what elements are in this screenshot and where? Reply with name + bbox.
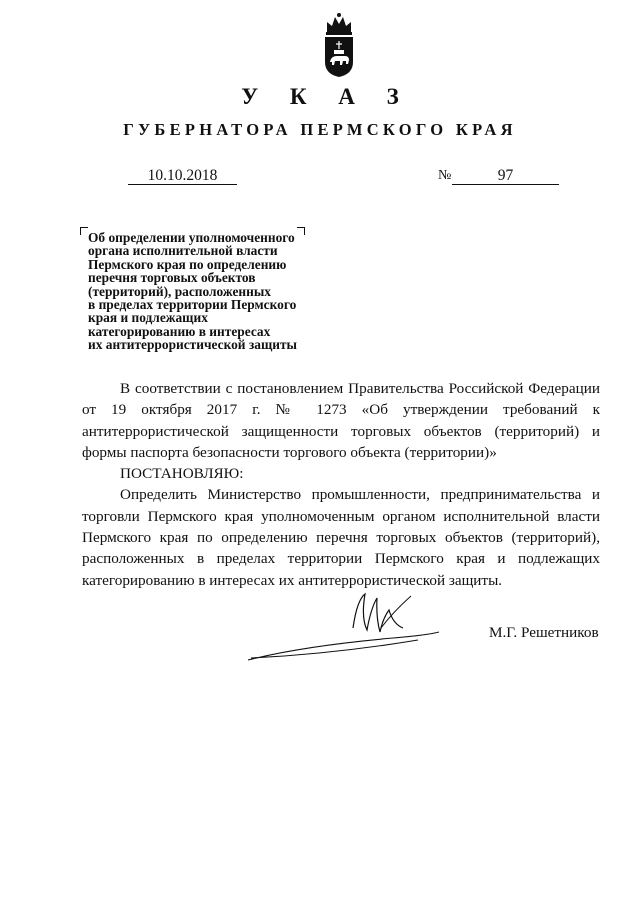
subject-line: категорированию в интересах bbox=[88, 323, 271, 339]
subject-line: Об определении уполномоченного bbox=[88, 230, 295, 245]
coat-of-arms-icon bbox=[321, 12, 357, 78]
number-label: № bbox=[438, 168, 452, 183]
subject-line: края и подлежащих bbox=[88, 310, 208, 326]
issuer-heading: ГУБЕРНАТОРА ПЕРМСКОГО КРАЯ bbox=[123, 120, 517, 139]
subject-line: (территорий), расположенных bbox=[88, 283, 271, 299]
decree-word: ПОСТАНОВЛЯЮ: bbox=[120, 465, 244, 483]
handwritten-signature bbox=[243, 588, 443, 668]
subject-line: в пределах территории Пермского bbox=[88, 297, 297, 313]
document-title: У К А З bbox=[241, 84, 412, 109]
preamble-paragraph: В соответствии с постановлением Правительства Российской Федерации от 19 октября 2017 г. № 1273 «Об утверждении требований к антитеррористической защищенности торговых объектов (территорий) и формы паспорта безопасности торгового объекта (территории)» bbox=[82, 380, 600, 461]
signer-name: М.Г. Решетников bbox=[489, 624, 599, 641]
decision-paragraph: Определить Министерство промышленности, предпринимательства и торговли Пермского края уполномоченным органом исполнительной власти Пермского края по определению перечня торговых объектов (территорий), расположенных в пределах территории Пермского края и подлежащих категорированию в интересах их антитеррористической защиты. bbox=[82, 486, 600, 589]
subject-line: их антитеррористической защиты bbox=[88, 337, 297, 353]
subject-line: органа исполнительной власти bbox=[88, 243, 278, 259]
subject-line: Пермского края по определению bbox=[88, 256, 287, 272]
document-number: 97 bbox=[452, 167, 559, 185]
document-body bbox=[82, 378, 600, 591]
subject-bracket-left bbox=[80, 227, 88, 235]
document-date: 10.10.2018 bbox=[128, 167, 237, 185]
document-subject bbox=[88, 231, 348, 352]
subject-line: перечня торговых объектов bbox=[88, 270, 256, 286]
